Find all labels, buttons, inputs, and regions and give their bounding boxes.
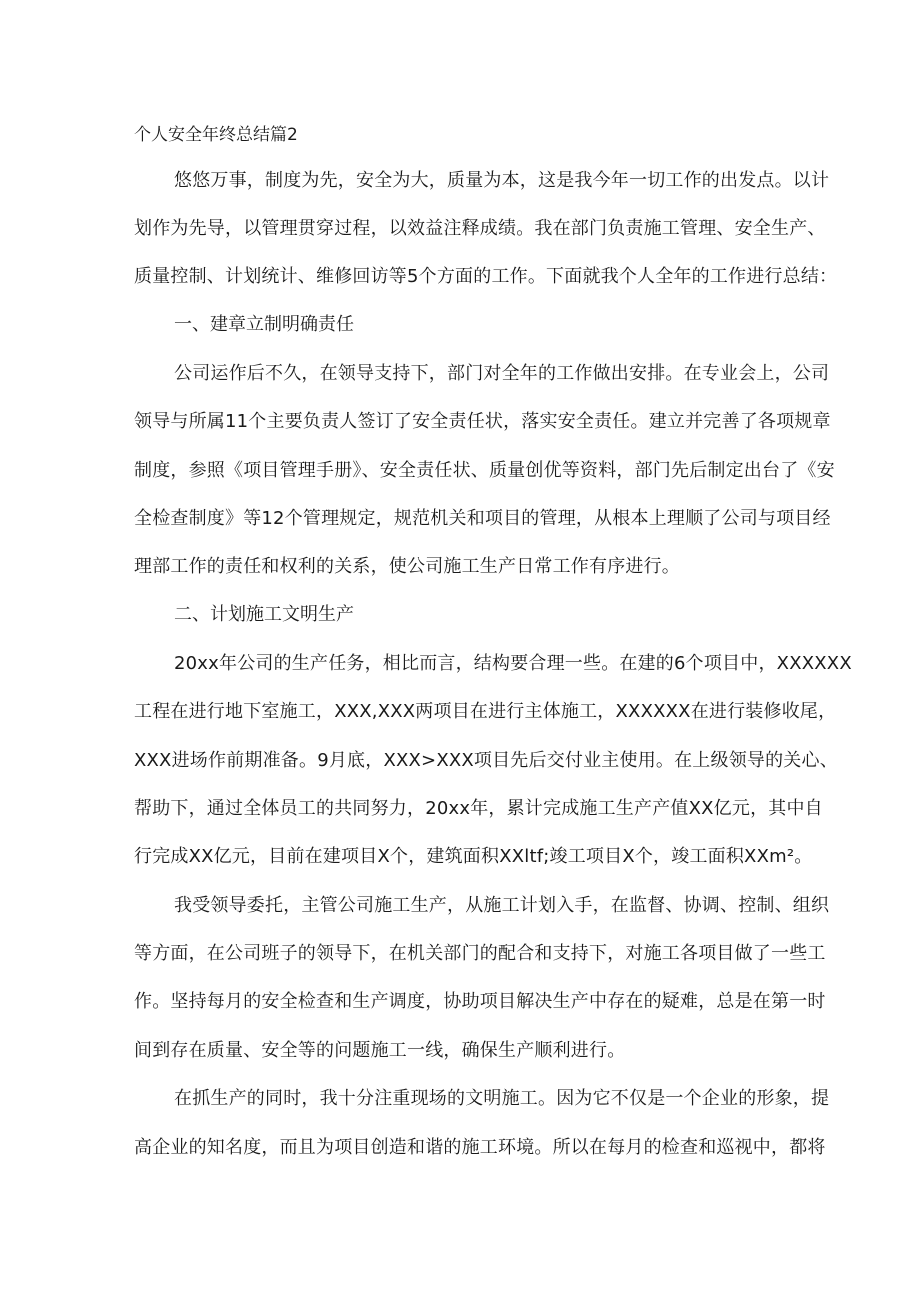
paragraph-1-line-1: 悠悠万事，制度为先，安全为大，质量为本，这是我今年一切工作的出发点。以计	[174, 170, 830, 191]
document-title: 个人安全年终总结篇2	[134, 125, 298, 145]
paragraph-3-line-1: 20xx年公司的生产任务，相比而言，结构要合理一些。在建的6个项目中，XXXXXX	[174, 653, 852, 674]
paragraph-4-line-2: 等方面，在公司班子的领导下，在机关部门的配合和支持下，对施工各项目做了一些工	[134, 943, 826, 964]
paragraph-2-line-1: 公司运作后不久，在领导支持下，部门对全年的工作做出安排。在专业会上，公司	[174, 363, 830, 384]
paragraph-4-line-4: 间到存在质量、安全等的问题施工一线，确保生产顺利进行。	[134, 1040, 626, 1061]
paragraph-3-line-5: 行完成XX亿元，目前在建项目X个，建筑面积XXltf;竣工项目X个，竣工面积XXm²。	[134, 846, 813, 867]
paragraph-2-line-3: 制度，参照《项目管理手册》、安全责任状、质量创优等资料，部门先后制定出台了《安	[134, 460, 835, 481]
paragraph-5-line-2: 高企业的知名度，而且为项目创造和谐的施工环境。所以在每月的检查和巡视中，都将	[134, 1137, 826, 1158]
paragraph-2-line-4: 全检查制度》等12个管理规定，规范机关和项目的管理，从根本上理顺了公司与项目经	[134, 508, 831, 529]
paragraph-4-line-3: 作。坚持每月的安全检查和生产调度，协助项目解决生产中存在的疑难，总是在第一时	[134, 991, 826, 1012]
paragraph-1-line-2: 划作为先导，以管理贯穿过程，以效益注释成绩。我在部门负责施工管理、安全生产、	[134, 218, 826, 239]
paragraph-3-line-2: 工程在进行地下室施工，XXX,XXX两项目在进行主体施工，XXXXXX在进行装修收尾，	[134, 701, 837, 722]
paragraph-2-line-5: 理部工作的责任和权利的关系，使公司施工生产日常工作有序进行。	[134, 556, 680, 577]
paragraph-2-line-2: 领导与所属11个主要负责人签订了安全责任状，落实安全责任。建立并完善了各项规章	[134, 411, 831, 432]
paragraph-4-line-1: 我受领导委托，主管公司施工生产，从施工计划入手，在监督、协调、控制、组织	[174, 895, 830, 916]
paragraph-1-line-3: 质量控制、计划统计、维修回访等5个方面的工作。下面就我个人全年的工作进行总结：	[134, 266, 838, 287]
paragraph-3-line-3: XXX进场作前期准备。9月底，XXX>XXX项目先后交付业主使用。在上级领导的关心、	[134, 750, 838, 771]
paragraph-5-line-1: 在抓生产的同时，我十分注重现场的文明施工。因为它不仅是一个企业的形象，提	[174, 1088, 830, 1109]
section-heading-1: 一、建章立制明确责任	[174, 314, 354, 335]
paragraph-3-line-4: 帮助下，通过全体员工的共同努力，20xx年，累计完成施工生产产值XX亿元，其中自	[134, 798, 823, 819]
section-heading-2: 二、计划施工文明生产	[174, 604, 354, 625]
